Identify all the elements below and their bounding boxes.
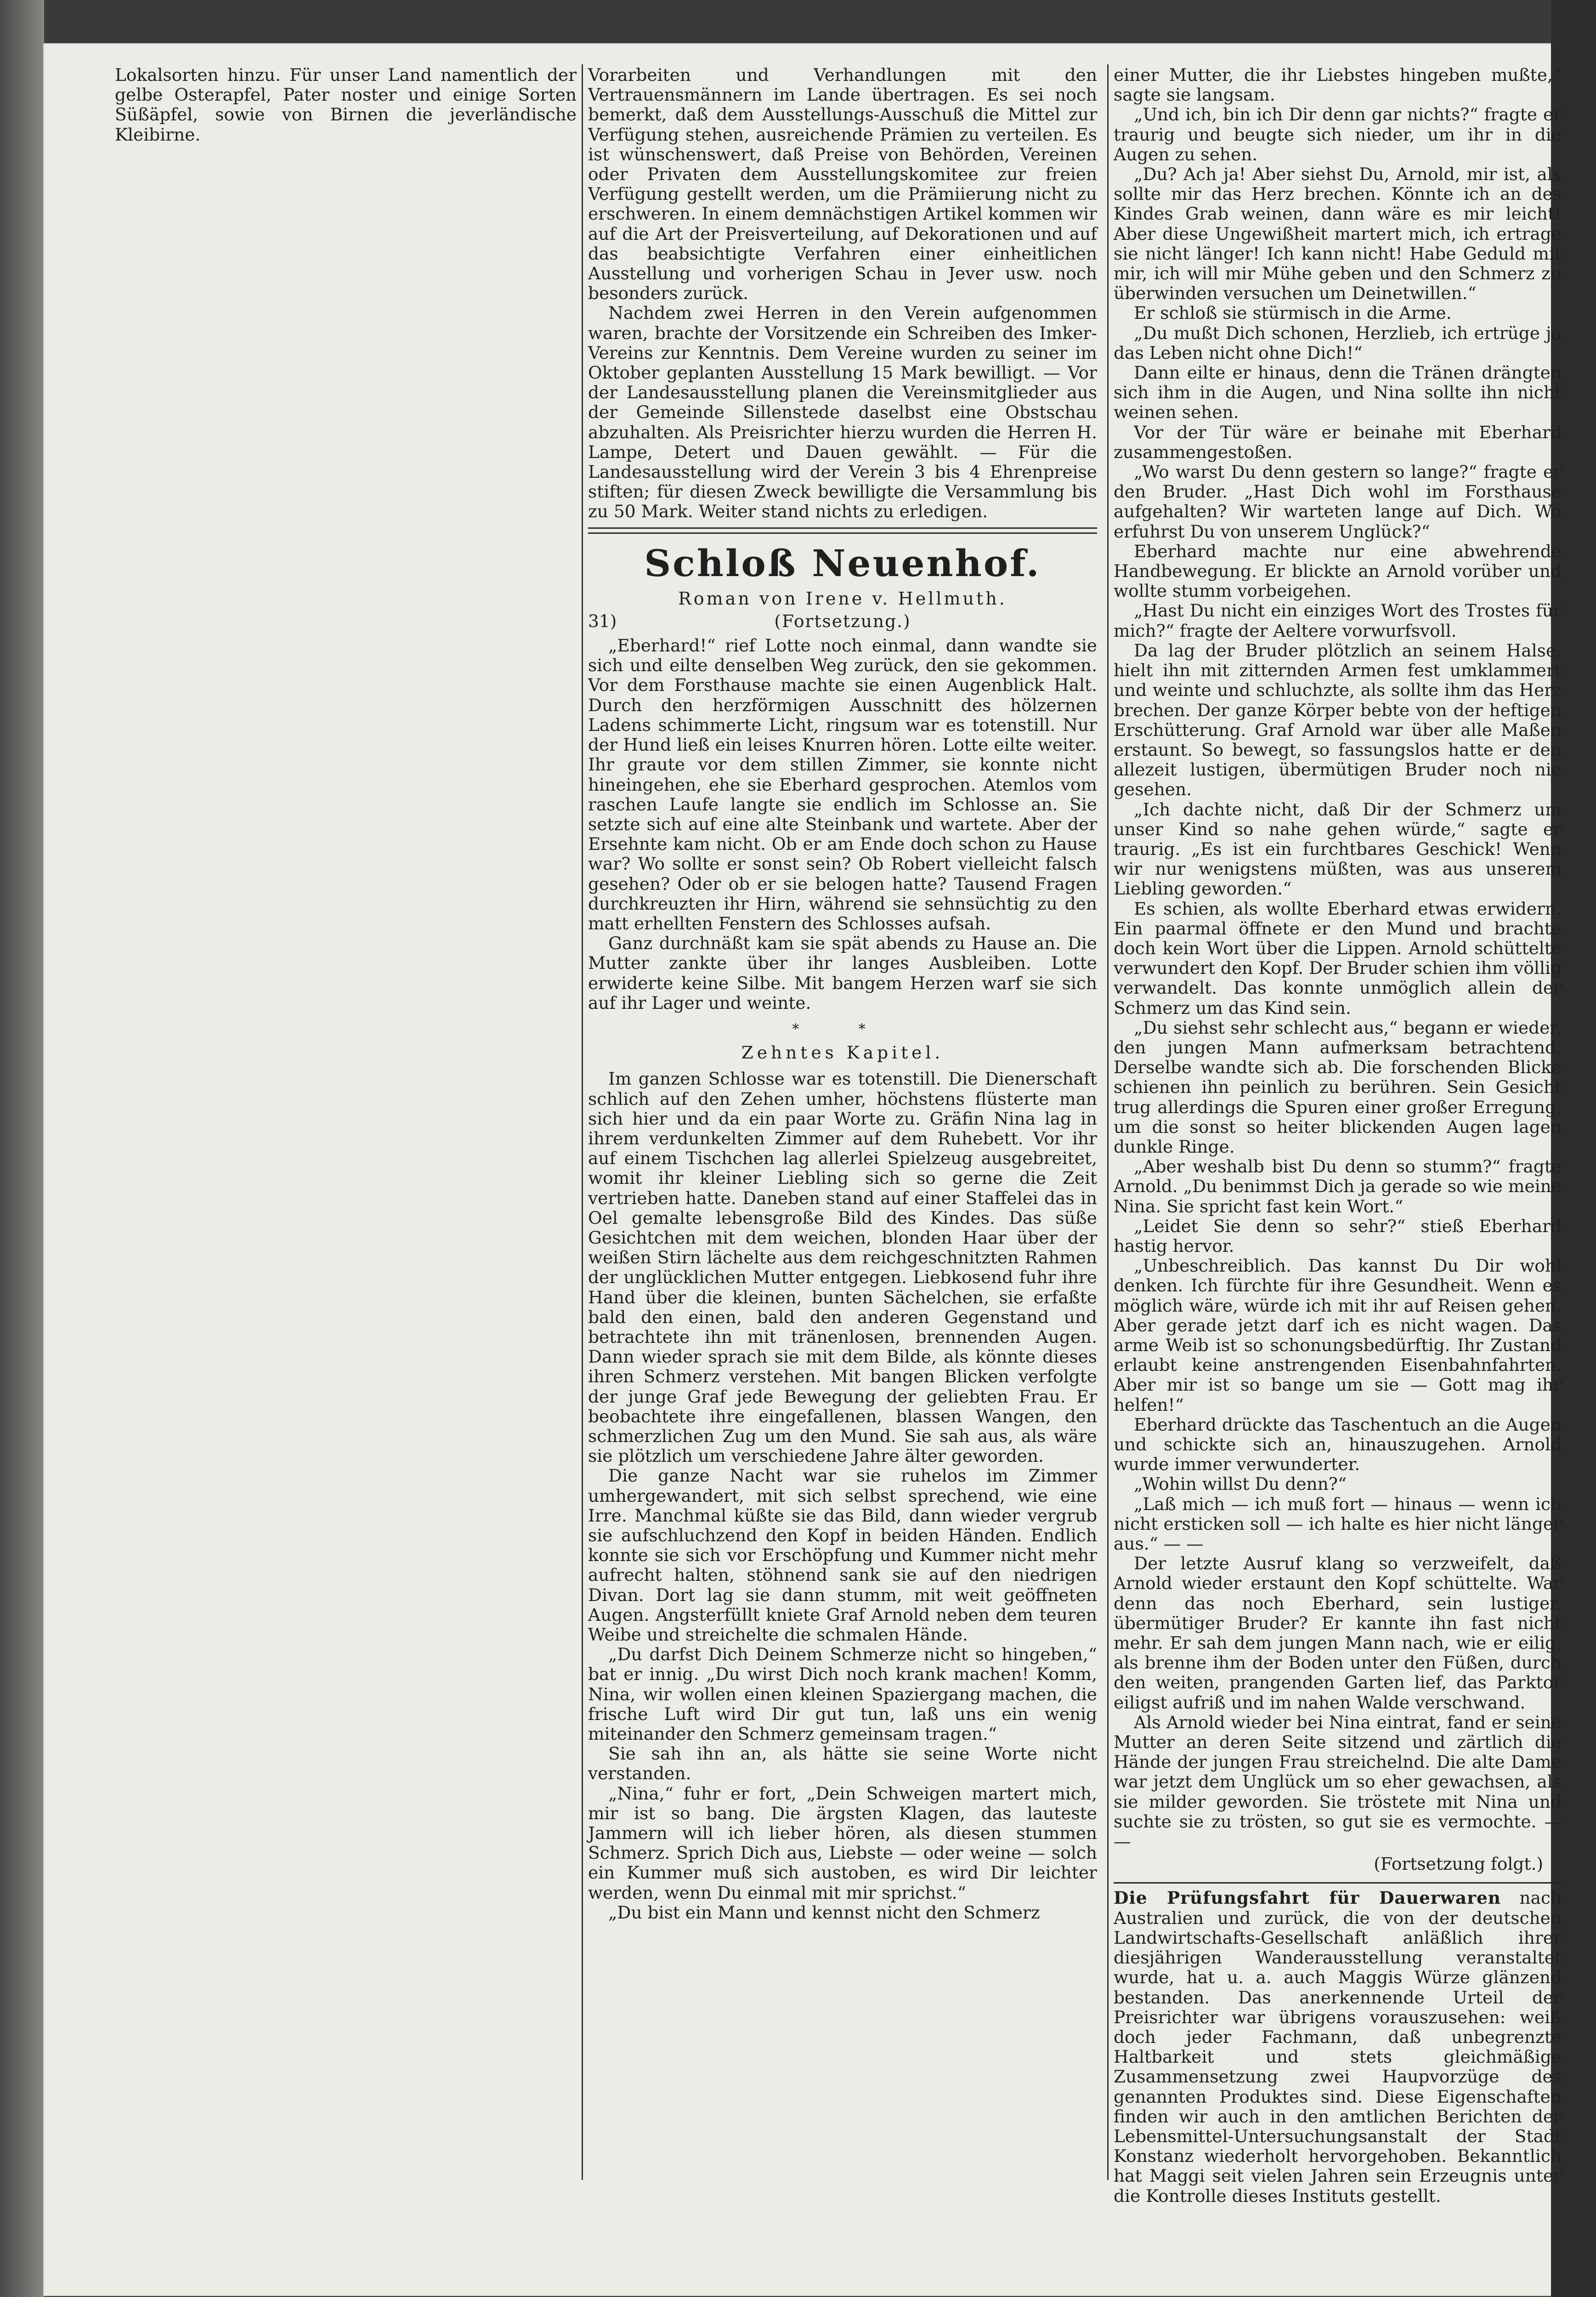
novel-paragraph: Eberhard drückte das Taschentuch an die Augen und schickte sich an, hinauszugehen. Arnold wurde immer verwunderter.: [1114, 1414, 1562, 1475]
novel-paragraph: „Du bist ein Mann und kennst nicht den Schmerz: [608, 1902, 1040, 1923]
novel-author: Roman von Irene v. Hellmuth.: [678, 588, 1007, 609]
novel-paragraph: Die ganze Nacht war sie ruhelos im Zimmer umhergewandert, mit sich selbst sprechend, wie eine Irre. Manchmal küßte sie das Bild, dann wieder vergrub sie aufschluchzend den Kopf in beiden Händen. Endlich konnte sie sich vor Erschöpfung und Kummer nicht mehr aufrecht halten, stöhnend sank sie auf den niedrigen Divan. Dort lag sie dann stumm, mit weit geöffneten Augen. Angsterfüllt kniete Graf Arnold neben dem teuren Weibe und streichelte die schmalen Hände.: [588, 1465, 1097, 1645]
novel-paragraph: „Ich dachte nicht, daß Dir der Schmerz um unser Kind so nahe gehen würde,“ sagte er traurig. „Es ist ein furchtbares Geschick! Wenn wir nur wenigstens müßten, was aus unserem Liebling geworden.“: [1114, 799, 1562, 899]
advertisement-box: [1114, 1882, 1562, 2206]
column-3: [1114, 65, 1562, 2206]
novel-paragraph: „Nina,“ fuhr er fort, „Dein Schweigen martert mich, mir ist so bang. Die ärgsten Klagen, das lauteste Jammern will ich lieber hören, als diesen stummen Schmerz. Sprich Dich aus, Liebste — oder weine — solch ein Kummer muß sich austoben, es wird Dir leichter werden, wenn Du einmal mit mir sprichst.“: [588, 1783, 1097, 1903]
novel-paragraph: „Unbeschreiblich. Das kannst Du Dir wohl denken. Ich fürchte für ihre Gesundheit. Wenn es möglich wäre, würde ich mit ihr auf Reisen gehen. Aber gerade jetzt darf ich es nicht wagen. Das arme Weib ist so schonungsbedürftig. Ihr Zustand erlaubt keine anstrengenden Eisenbahnfahrten. Aber mir ist so bange um sie — Gott mag ihr helfen!“: [1114, 1256, 1562, 1415]
novel-paragraph: „Und ich, bin ich Dir denn gar nichts?“ fragte er traurig und beugte sich nieder, um ihr in die Augen zu sehen.: [1114, 104, 1562, 164]
novel-paragraph: „Wo warst Du denn gestern so lange?“ fragte er den Bruder. „Hast Dich wohl im Forsthause aufgehalten? Wir warteten lange auf Dich. Wo erfuhrst Du von unserem Unglück?“: [1114, 462, 1562, 542]
novel-paragraph: Ganz durchnäßt kam sie spät abends zu Hause an. Die Mutter zankte über ihr langes Ausbleiben. Lotte erwiderte keine Silbe. Mit bangem Herzen warf sie sich auf ihr Lager und weinte.: [588, 933, 1097, 1013]
binding-edge: [0, 0, 44, 2297]
novel-paragraph: „Laß mich — ich muß fort — hinaus — wenn ich nicht ersticken soll — ich halte es hier nicht länger aus.“ — —: [1114, 1494, 1562, 1554]
column-2: [588, 65, 1097, 1923]
novel-installment-line: [588, 611, 1097, 631]
article-paragraph: Nachdem zwei Herren in den Verein aufgenommen waren, brachte der Vorsitzende ein Schreiben des Imker-Vereins zur Kenntnis. Dem Vereine wurden zu seiner im Oktober geplanten Ausstellung 15 Mark bewilligt. — Vor der Landesausstellung planen die Vereinsmitglieder aus der Gemeinde Sillenstede daselbst eine Obstschau abzuhalten. Als Preisrichter hierzu wurden die Herren H. Lampe, Detert und Dauen gewählt. — Für die Landesausstellung wird der Verein 3 bis 4 Ehrenpreise stiften; für diesen Zweck bewilligte die Versammlung bis zu 50 Mark. Weiter stand nichts zu erledigen.: [588, 303, 1097, 522]
novel-paragraph: „Hast Du nicht ein einziges Wort des Trostes für mich?“ fragte der Aeltere vorwurfsvoll.: [1114, 600, 1562, 641]
novel-paragraph: Eberhard machte nur eine abwehrende Handbewegung. Er blickte an Arnold vorüber und wollte stumm vorbeigehen.: [1114, 541, 1562, 601]
novel-paragraph: „Du darfst Dich Deinem Schmerze nicht so hingeben,“ bat er innig. „Du wirst Dich noch krank machen! Komm, Nina, wir wollen einen kleinen Spaziergang machen, die frische Luft wird Dir gut tun, laß uns ein wenig miteinander den Schmerz gemeinsam tragen.“: [588, 1644, 1097, 1744]
chapter-heading: Zehntes Kapitel.: [741, 1042, 944, 1063]
novel-title: Schloß Neuenhof.: [644, 541, 1041, 585]
to-be-continued: (Fortsetzung folgt.): [1374, 1854, 1543, 1874]
novel-paragraph: Er schloß sie stürmisch in die Arme.: [1134, 303, 1452, 323]
novel-paragraph: Im ganzen Schlosse war es totenstill. Die Dienerschaft schlich auf den Zehen umher, höchstens flüsterte man sich hier und da ein paar Worte zu. Gräfin Nina lag in ihrem verdunkelten Zimmer auf dem Ruhebett. Vor ihr auf einem Tischchen lag allerlei Spielzeug ausgebreitet, womit ihr kleiner Liebling sich so gerne die Zeit vertrieben hatte. Daneben stand auf einer Staffelei das in Oel gemalte lebensgroße Bild des Kindes. Das süße Gesichtchen mit dem weichen, blonden Haar über der weißen Stirn lächelte aus dem reichgeschnitzten Rahmen der unglücklichen Mutter entgegen. Liebkosend fuhr ihre Hand über die kleinen, bunten Sächelchen, sie erfaßte bald den einen, bald den anderen Gegenstand und betrachtete ihn mit tränenlosen, brennenden Augen. Dann wieder sprach sie mit dem Bilde, als könnte dieses ihren Schmerz verstehen. Mit bangen Blicken verfolgte der junge Graf jede Bewegung der geliebten Frau. Er beobachtete ihre eingefallenen, blassen Wangen, den schmerzlichen Zug um den Mund. Sie sah aus, als wäre sie plötzlich um verschiedene Jahre älter geworden.: [588, 1069, 1097, 1466]
novel-paragraph: „Du? Ach ja! Aber siehst Du, Arnold, mir ist, als sollte mir das Herz brechen. Könnte ich an des Kindes Grab weinen, dann wäre es mir leicht! Aber diese Ungewißheit martert mich, ich ertrage sie nicht länger! Ich kann nicht! Habe Geduld mit mir, ich will mir Mühe geben und den Schmerz zu überwinden versuchen um Deinetwillen.“: [1114, 164, 1562, 304]
column-1-article: [115, 65, 577, 145]
novel-paragraph: „Eberhard!“ rief Lotte noch einmal, dann wandte sie sich und eilte denselben Weg zurück, den sie gekommen. Vor dem Forsthause machte sie einen Augenblick Halt. Durch den herzförmigen Ausschnitt des hölzernen Ladens schimmerte Licht, ringsum war es totenstill. Nur der Hund ließ ein leises Knurren hören. Lotte eilte weiter. Ihr graute vor dem stillen Zimmer, sie konnte nicht hineingehen, ehe sie Eberhard gesprochen. Atemlos vom raschen Laufe langte sie endlich im Schlosse an. Sie setzte sich auf eine alte Steinbank und wartete. Aber der Ersehnte kam nicht. Ob er am Ende doch schon zu Hause war? Wo sollte er sonst sein? Ob Robert vielleicht falsch gesehen? Oder ob er sie belogen hatte? Tausend Fragen durchkreuzten ihr Hirn, während sie sehnsüchtig zu den matt erhellten Fenstern des Schlosses aufsah.: [588, 635, 1097, 934]
novel-paragraph: „Aber weshalb bist Du denn so stumm?“ fragte Arnold. „Du benimmst Dich ja gerade so wie meine Nina. Sie spricht fast kein Wort.“: [1114, 1156, 1562, 1216]
novel-paragraph: Der letzte Ausruf klang so verzweifelt, daß Arnold wieder erstaunt den Kopf schüttelte. War denn das noch Eberhard, sein lustiger, übermütiger Bruder? Er kannte ihn fast nicht mehr. Er sah dem jungen Mann nach, wie er eilig, als brenne ihm der Boden unter den Füßen, durch den weiten, prangenden Garten lief, das Parktor eiligst aufriß und im nahen Walde verschwand.: [1114, 1553, 1562, 1713]
novel-paragraph: Vor der Tür wäre er beinahe mit Eberhard zusammengestoßen.: [1114, 422, 1562, 462]
novel-paragraph: Als Arnold wieder bei Nina eintrat, fand er seine Mutter an deren Seite sitzend und zärtlich die Hände der jungen Frau streichelnd. Die alte Dame war jetzt dem Unglück um so eher gewachsen, als sie milder geworden. Sie tröstete mit Nina und suchte sie zu trösten, so gut sie es vermochte. — —: [1114, 1712, 1562, 1852]
novel-paragraph: „Du siehst sehr schlecht aus,“ begann er wieder, den jungen Mann aufmerksam betrachtend. Derselbe wandte sich ab. Die forschenden Blicke schienen ihn peinlich zu berühren. Sein Gesicht trug allerdings die Spuren einer großer Erregung, um die sonst so heiter blickenden Augen lagen dunkle Ringe.: [1114, 1017, 1562, 1157]
novel-paragraph: Da lag der Bruder plötzlich an seinem Halse, hielt ihn mit zitternden Armen fest umklammert und weinte und schluchzte, als sollte ihm das Herz brechen. Der ganze Körper bebte von der heftigen Erschütterung. Graf Arnold war über alle Maßen erstaunt. So bewegt, so fassungslos hatte er den allezeit lustigen, übermütigen Bruder noch nie gesehen.: [1114, 640, 1562, 800]
novel-paragraph: Sie sah ihn an, als hätte sie seine Worte nicht verstanden.: [588, 1743, 1097, 1784]
novel-paragraph: Dann eilte er hinaus, denn die Tränen drängten sich ihm in die Augen, und Nina sollte ihn nicht weinen sehen.: [1114, 362, 1562, 423]
novel-paragraph: Es schien, als wollte Eberhard etwas erwidern. Ein paarmal öffnete er den Mund und brachte doch kein Wort über die Lippen. Arnold schüttelte verwundert den Kopf. Der Bruder schien ihm völlig verwandelt. Das konnte unmöglich allein der Schmerz um das Kind sein.: [1114, 898, 1562, 1018]
novel-paragraph: einer Mutter, die ihr Liebstes hingeben mußte,“ sagte sie langsam.: [1114, 65, 1562, 105]
section-divider: [588, 527, 1097, 534]
column-rule-1: [582, 64, 583, 2180]
novel-paragraph: „Leidet Sie denn so sehr?“ stieß Eberhard hastig hervor.: [1114, 1216, 1562, 1256]
column-rule-2: [1107, 64, 1109, 2180]
installment-number: 31): [588, 611, 617, 631]
novel-paragraph: „Du mußt Dich schonen, Herzlieb, ich ertrüge ja das Leben nicht ohne Dich!“: [1114, 322, 1562, 363]
advertisement-headline: Die Prüfungsfahrt für Dauerwaren: [1114, 1888, 1501, 1908]
novel-paragraph: „Wohin willst Du denn?“: [1134, 1474, 1347, 1494]
section-stars: * *: [792, 1021, 893, 1037]
continuation-label: (Fortsetzung.): [774, 611, 911, 631]
article-paragraph: Vorarbeiten und Verhandlungen mit den Vertrauensmännern im Lande übertragen. Es sei noch bemerkt, daß dem Ausstellungs-Ausschuß die Mittel zur Verfügung stehen, ausreichende Prämien zu verteilen. Es ist wünschenswert, daß Preise von Behörden, Vereinen oder Privaten dem Ausstellungskomitee zur freien Verfügung gestellt werden, um die Prämiierung nicht zu erschweren. In einem demnächstigen Artikel kommen wir auf die Art der Preisverteilung, auf Dekorationen und auf das beabsichtigte Verfahren einer einheitlichen Ausstellung und vorherigen Schau in Jever usw. noch besonders zurück.: [588, 65, 1097, 304]
article-paragraph: Lokalsorten hinzu. Für unser Land namentlich der gelbe Osterapfel, Pater noster und einige Sorten Süßäpfel, sowie von Birnen die jeverländische Kleibirne.: [115, 65, 577, 145]
advertisement-text: nach Australien und zurück, die von der deutschen Landwirtschafts-Gesellschaft anläßlich ihrer diesjährigen Wanderausstellung veranstaltet wurde, hat u. a. auch Maggis Würze glänzend bestanden. Das anerkennende Urteil der Preisrichter war übrigens vorauszusehen: weiß doch jeder Fachmann, daß unbegrenzte Haltbarkeit und stets gleichmäßige Zusammensetzung zwei Haupvorzüge des genannten Produktes sind. Diese Eigenschaften finden wir auch in den amtlichen Berichten der Lebensmittel-Untersuchungsanstalt der Stadt Konstanz wiederholt hervorgehoben. Bekanntlich hat Maggi seit vielen Jahren sein Erzeugnis unter die Kontrolle dieses Instituts gestellt.: [1114, 1888, 1562, 2206]
